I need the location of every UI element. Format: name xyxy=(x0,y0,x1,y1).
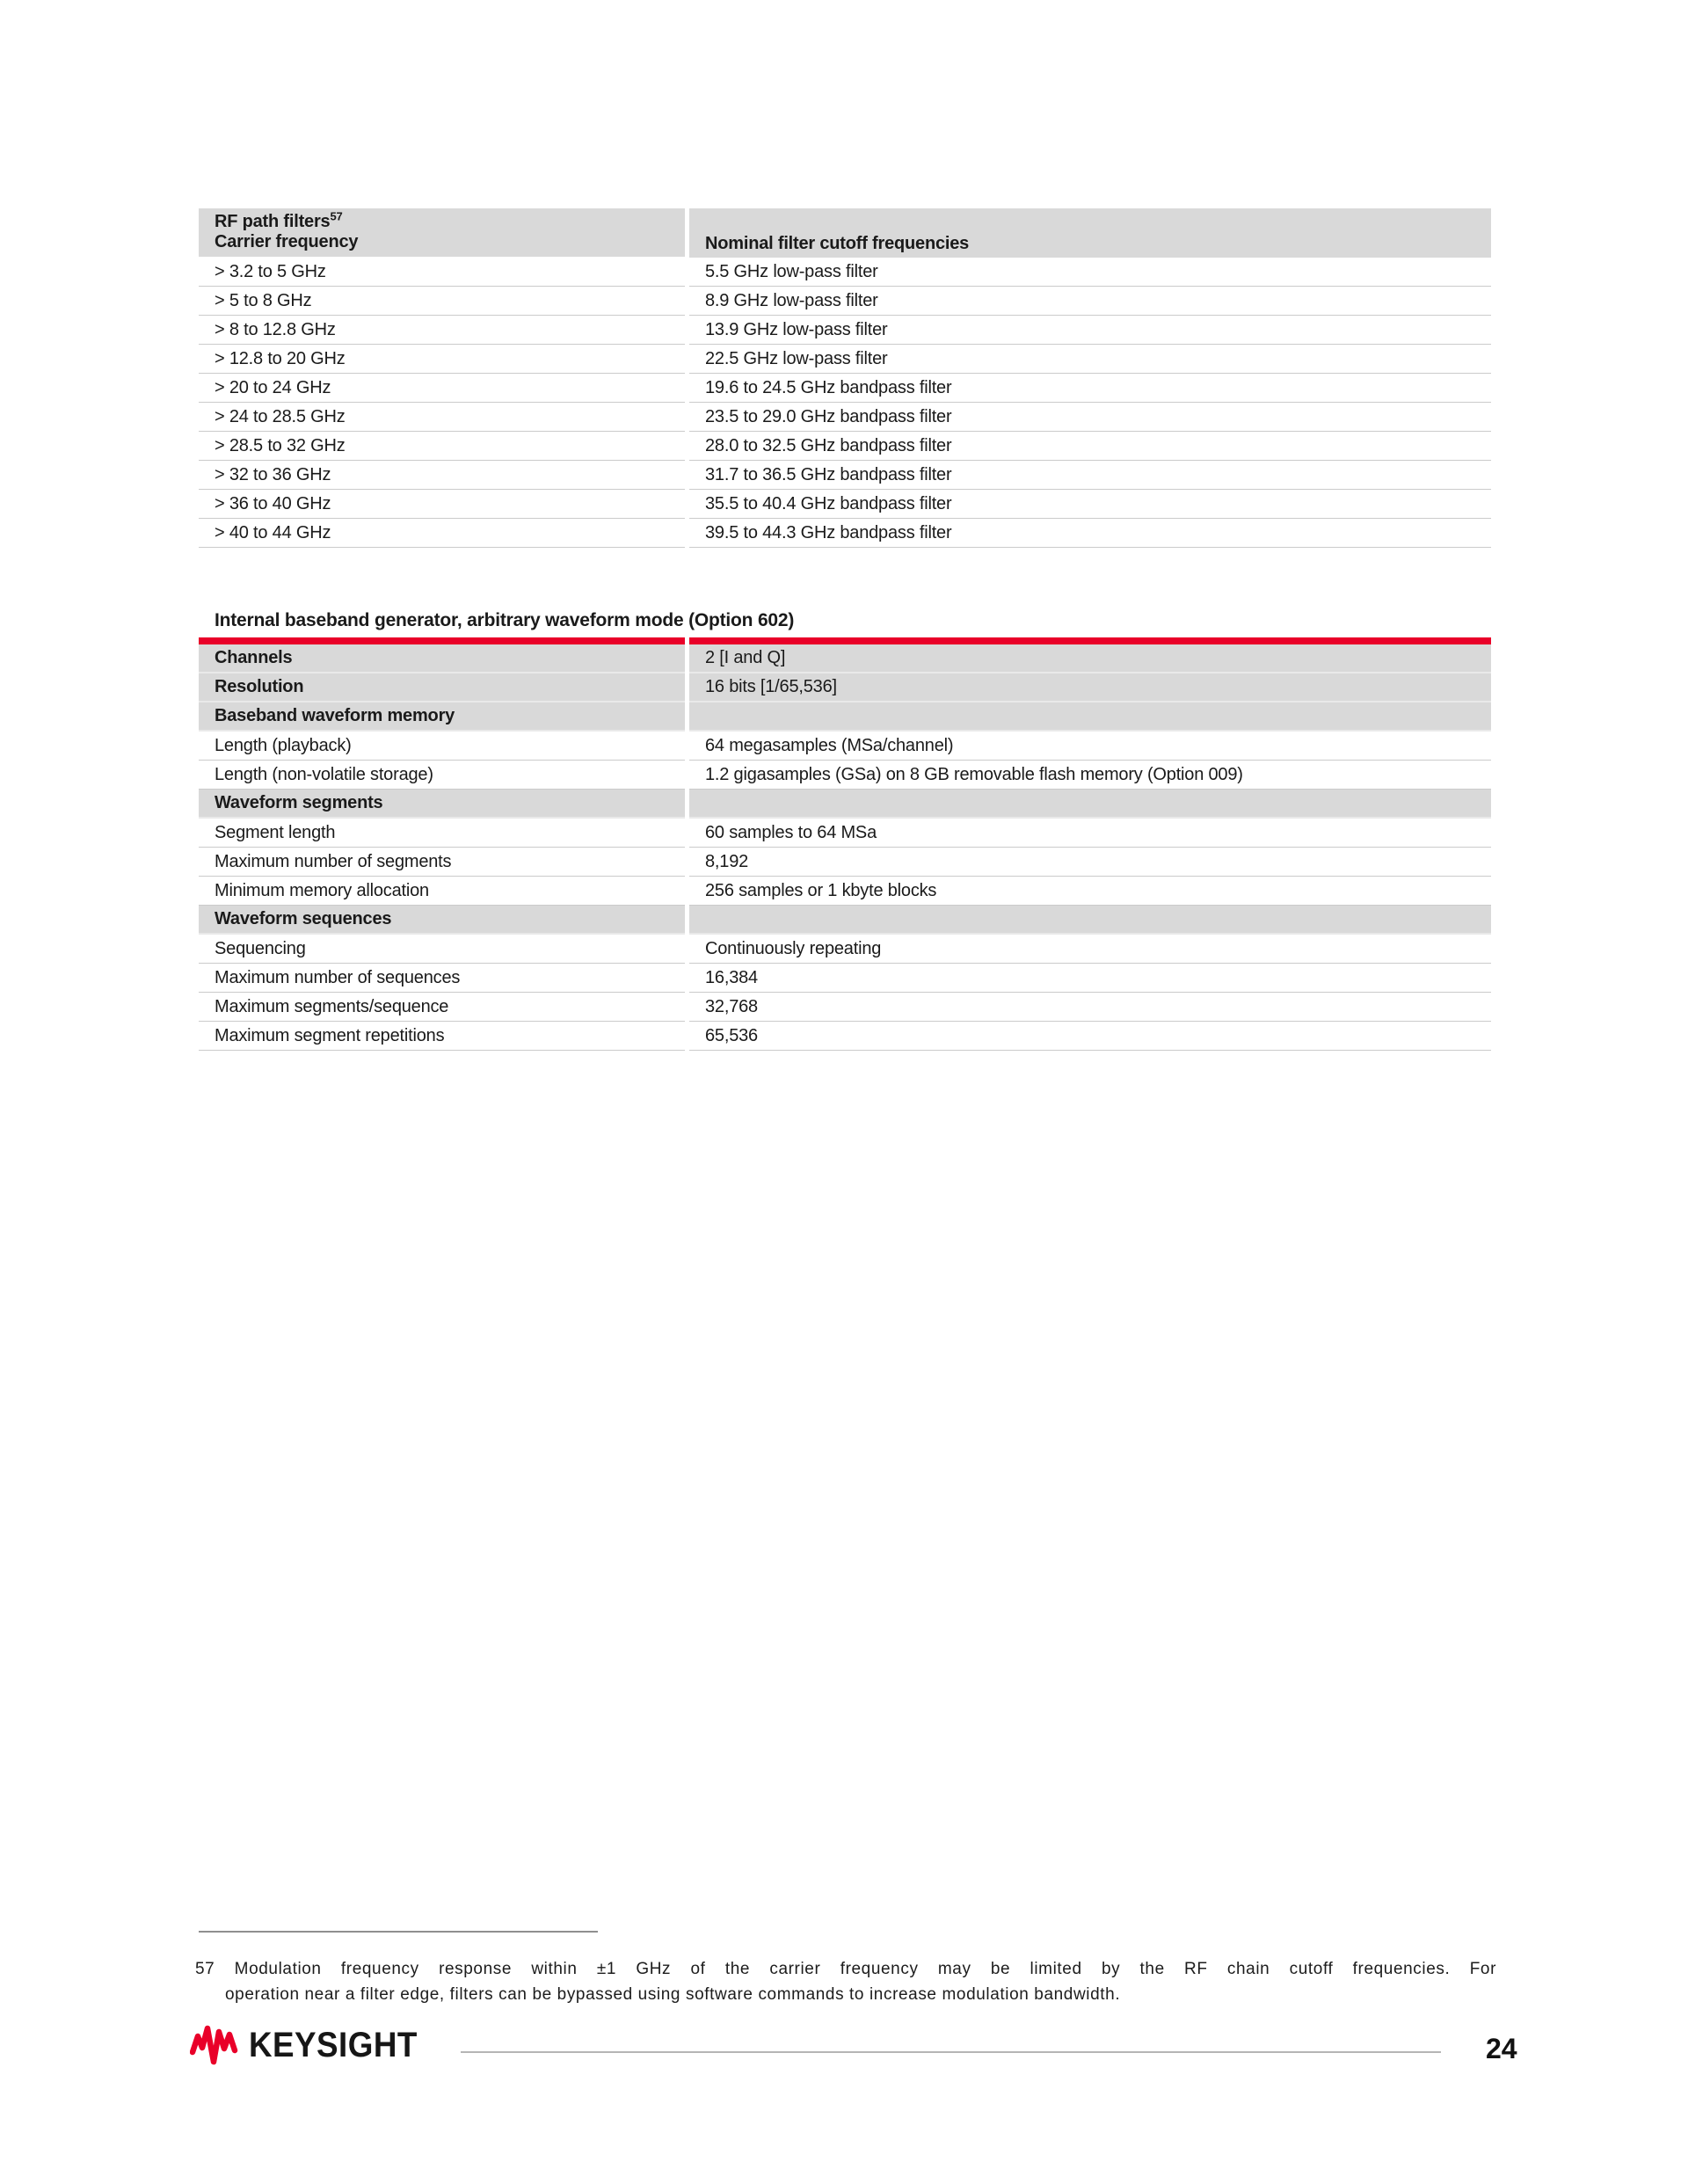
table-row xyxy=(199,877,1491,906)
table-row xyxy=(199,673,1491,703)
spec-label-cell: Waveform sequences xyxy=(199,906,685,935)
table-row xyxy=(199,374,1491,403)
table-row xyxy=(199,732,1491,761)
spec-value-cell xyxy=(689,906,1491,935)
table-accent-bar xyxy=(199,637,1491,644)
spec-value-cell: 16 bits [1/65,536] xyxy=(689,673,1491,703)
spec-label-cell: Maximum segment repetitions xyxy=(199,1022,685,1051)
carrier-frequency-cell: > 24 to 28.5 GHz xyxy=(199,403,685,432)
spec-value-cell: 32,768 xyxy=(689,993,1491,1022)
table-row xyxy=(199,1022,1491,1051)
accent-bar-segment xyxy=(689,637,1491,644)
table-row xyxy=(199,703,1491,732)
spec-value-cell xyxy=(689,703,1491,732)
spec-value-cell: 60 samples to 64 MSa xyxy=(689,819,1491,848)
spec-value-cell: 2 [I and Q] xyxy=(689,644,1491,673)
carrier-frequency-cell: > 40 to 44 GHz xyxy=(199,519,685,548)
table-row xyxy=(199,490,1491,519)
accent-bar-segment xyxy=(199,637,685,644)
table-row xyxy=(199,964,1491,993)
rf-table-title xyxy=(215,209,685,232)
table-row xyxy=(199,644,1491,673)
filter-cutoff-cell: 5.5 GHz low-pass filter xyxy=(689,258,1491,287)
carrier-frequency-cell: > 5 to 8 GHz xyxy=(199,287,685,316)
spec-label-cell: Length (playback) xyxy=(199,732,685,761)
footnote-reference: 57 xyxy=(330,209,343,223)
filter-cutoff-cell: 8.9 GHz low-pass filter xyxy=(689,287,1491,316)
spec-value-cell: 256 samples or 1 kbyte blocks xyxy=(689,877,1491,906)
table-row xyxy=(199,935,1491,964)
keysight-logo xyxy=(190,2024,432,2066)
table-row xyxy=(199,790,1491,819)
spec-label-cell: Sequencing xyxy=(199,935,685,964)
rf-table-col1-header: Carrier frequency xyxy=(215,232,359,251)
rf-table-col2-header: Nominal filter cutoff frequencies xyxy=(705,234,970,253)
filter-cutoff-cell: 28.0 to 32.5 GHz bandpass filter xyxy=(689,432,1491,461)
footnote-line: 57 Modulation frequency response within ±1 GHz of the carrier frequency may be limited by the RF chain cutoff frequencies. For xyxy=(195,1960,1496,1978)
footnote-line: operation near a filter edge, filters can be bypassed using software commands to increase modulation bandwidth. xyxy=(225,1985,1121,2004)
spec-label-cell: Channels xyxy=(199,644,685,673)
table-row xyxy=(199,761,1491,790)
rf-table-header xyxy=(199,208,1491,258)
spec-label-cell: Maximum number of sequences xyxy=(199,964,685,993)
spec-value-cell: 8,192 xyxy=(689,848,1491,877)
spec-label-cell: Maximum segments/sequence xyxy=(199,993,685,1022)
table-row xyxy=(199,345,1491,374)
carrier-frequency-cell: > 36 to 40 GHz xyxy=(199,490,685,519)
spec-value-cell: 65,536 xyxy=(689,1022,1491,1051)
rf-table-header-cell-right xyxy=(689,208,1491,258)
spec-label-cell: Minimum memory allocation xyxy=(199,877,685,906)
table-row xyxy=(199,403,1491,432)
spec-value-cell: Continuously repeating xyxy=(689,935,1491,964)
baseband-generator-table xyxy=(199,637,1491,1051)
filter-cutoff-cell: 22.5 GHz low-pass filter xyxy=(689,345,1491,374)
filter-cutoff-cell: 13.9 GHz low-pass filter xyxy=(689,316,1491,345)
table-row xyxy=(199,848,1491,877)
table-row xyxy=(199,258,1491,287)
carrier-frequency-cell: > 8 to 12.8 GHz xyxy=(199,316,685,345)
carrier-frequency-cell: > 20 to 24 GHz xyxy=(199,374,685,403)
footer-rule xyxy=(461,2051,1441,2053)
spec-value-cell xyxy=(689,790,1491,819)
table-row xyxy=(199,316,1491,345)
filter-cutoff-cell: 23.5 to 29.0 GHz bandpass filter xyxy=(689,403,1491,432)
table-row xyxy=(199,519,1491,548)
spec-label-cell: Segment length xyxy=(199,819,685,848)
spec-value-cell: 16,384 xyxy=(689,964,1491,993)
carrier-frequency-cell: > 12.8 to 20 GHz xyxy=(199,345,685,374)
footnote xyxy=(195,1956,1496,2007)
spec-label-cell: Length (non-volatile storage) xyxy=(199,761,685,790)
spec-label-cell: Maximum number of segments xyxy=(199,848,685,877)
table-row xyxy=(199,432,1491,461)
carrier-frequency-cell: > 3.2 to 5 GHz xyxy=(199,258,685,287)
brand-wordmark: KEYSIGHT xyxy=(249,2026,418,2064)
filter-cutoff-cell: 19.6 to 24.5 GHz bandpass filter xyxy=(689,374,1491,403)
table-row xyxy=(199,906,1491,935)
page-number: 24 xyxy=(1486,2033,1517,2064)
table-row xyxy=(199,819,1491,848)
spec-label-cell: Baseband waveform memory xyxy=(199,703,685,732)
rf-table-title-text: RF path filters xyxy=(215,212,331,231)
section-title: Internal baseband generator, arbitrary waveform mode (Option 602) xyxy=(215,610,795,630)
filter-cutoff-cell: 31.7 to 36.5 GHz bandpass filter xyxy=(689,461,1491,490)
spec-value-cell: 64 megasamples (MSa/channel) xyxy=(689,732,1491,761)
spec-label-cell: Resolution xyxy=(199,673,685,703)
spec-label-cell: Waveform segments xyxy=(199,790,685,819)
spec-value-cell: 1.2 gigasamples (GSa) on 8 GB removable flash memory (Option 009) xyxy=(689,761,1491,790)
carrier-frequency-cell: > 32 to 36 GHz xyxy=(199,461,685,490)
rf-table-header-cell-left xyxy=(199,208,685,257)
filter-cutoff-cell: 35.5 to 40.4 GHz bandpass filter xyxy=(689,490,1491,519)
keysight-spark-icon xyxy=(190,2024,241,2066)
filter-cutoff-cell: 39.5 to 44.3 GHz bandpass filter xyxy=(689,519,1491,548)
table-row xyxy=(199,287,1491,316)
table-row xyxy=(199,993,1491,1022)
table-row xyxy=(199,461,1491,490)
carrier-frequency-cell: > 28.5 to 32 GHz xyxy=(199,432,685,461)
footnote-separator xyxy=(199,1931,598,1933)
rf-path-filters-table xyxy=(199,208,1491,548)
